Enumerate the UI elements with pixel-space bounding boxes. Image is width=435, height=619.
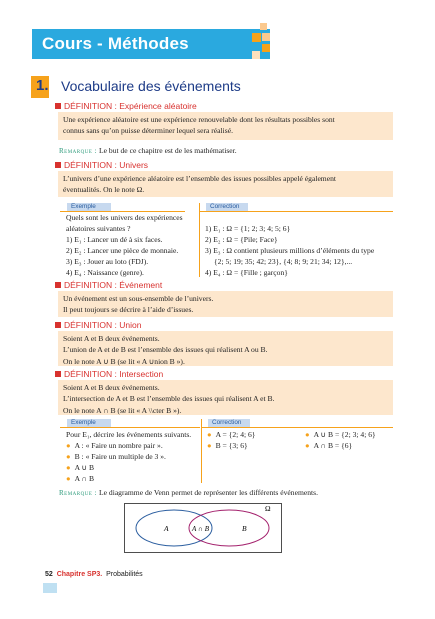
definition-box-evenement — [58, 291, 393, 317]
definition-heading-evenement: DÉFINITION : Événement — [55, 280, 162, 290]
example-item: 2) E₂ : Lancer une pièce de monnaie. — [66, 246, 179, 255]
decor-square — [262, 33, 270, 41]
example-intro: aléatoires suivantes ? — [66, 224, 131, 233]
definition-text: Soient A et B deux événements. — [63, 383, 160, 392]
definition-text: L’intersection de A et B est l’ensemble des issues qui réalisent A et B. — [63, 394, 275, 404]
chapter-header — [32, 29, 270, 59]
decor-square — [252, 33, 261, 42]
example-item: ● A : « Faire un nombre pair ». — [66, 441, 163, 450]
definition-text: L’union de A et de B est l’ensemble des issues qui réalisent A ou B. — [63, 345, 268, 355]
column-divider — [199, 203, 200, 277]
example-item: ● A ∪ B — [66, 463, 95, 472]
example-item: ● A ∩ B — [66, 474, 95, 483]
example-item: ● B : « Faire un multiple de 3 ». — [66, 452, 166, 461]
venn-diagram — [124, 503, 282, 553]
correction-rule — [201, 427, 393, 428]
example-intro: Pour E₁, décrire les événements suivants. — [66, 430, 192, 439]
definition-heading-experience: DÉFINITION : Expérience aléatoire — [55, 101, 197, 111]
definition-heading-union: DÉFINITION : Union — [55, 320, 141, 330]
example-label: Exemple — [67, 419, 111, 427]
chapter-name: Probabilités — [106, 571, 143, 578]
remark-text: Le diagramme de Venn permet de représenter les différents événements. — [99, 488, 319, 497]
venn-a-label: A — [164, 524, 169, 533]
section-title: Vocabulaire des événements — [61, 78, 241, 94]
definition-text: éventualités. On le note Ω. — [63, 185, 145, 195]
decor-square — [262, 44, 270, 52]
definition-text: Une expérience aléatoire est une expérience renouvelable dont les résultats possibles sont — [63, 115, 335, 124]
correction-item: ● A = {2; 4; 6} — [207, 430, 256, 439]
correction-item: 1) E₁ : Ω = {1; 2; 3; 4; 5; 6} — [205, 224, 291, 233]
definition-text: connus sans qu’on puisse déterminer lequel sera réalisé. — [63, 126, 233, 136]
definition-box-intersection — [58, 380, 393, 415]
correction-label: Correction — [208, 419, 250, 427]
definition-text: On le note A ∪ B (se lit « A ∪nion B »). — [63, 356, 185, 366]
example-item: 4) E₄ : Naissance (genre). — [66, 268, 144, 277]
decor-square — [260, 23, 267, 30]
definition-text: Soient A et B deux événements. — [63, 334, 160, 343]
remark-text: Le but de ce chapitre est de les mathématiser. — [99, 146, 237, 155]
correction-item: {2; 5; 19; 35; 42; 23}, {4; 8; 9; 21; 34; 12},... — [214, 257, 353, 266]
correction-item: 4) E₄ : Ω = {Fille ; garçon} — [205, 268, 288, 277]
example-label: Exemple — [67, 203, 111, 211]
venn-omega-label: Ω — [265, 504, 271, 513]
definition-text: On le note A ∩ B (se lit « A \\cter B »). — [63, 405, 182, 415]
correction-label: Correction — [206, 203, 248, 211]
definition-box-univers — [58, 171, 393, 197]
definition-text: Il peut toujours se décrire à l’aide d’issues. — [63, 305, 194, 315]
remark-2 — [59, 488, 318, 497]
section-number: 1. — [36, 77, 49, 94]
venn-b-label: B — [242, 524, 247, 533]
decor-square — [252, 51, 260, 59]
correction-item: 2) E₂ : Ω = {Pile; Face} — [205, 235, 278, 244]
example-rule — [60, 427, 200, 428]
remark-1 — [59, 146, 237, 155]
example-item: 3) E₃ : Jouer au loto (FDJ). — [66, 257, 149, 266]
remark-tag: Remarque : — [59, 147, 98, 155]
definition-text: Un événement est un sous-ensemble de l’univers. — [63, 294, 214, 303]
page-number: 52 — [45, 571, 53, 578]
example-item: 1) E₁ : Lancer un dé à six faces. — [66, 235, 163, 244]
correction-item: 3) E₃ : Ω contient plusieurs millions d’éléments du type — [205, 246, 375, 255]
definition-box-union — [58, 331, 393, 366]
chapter-label: Chapitre SP3. — [56, 571, 103, 578]
venn-ab-label: A ∩ B — [192, 525, 209, 533]
definition-text: L’univers d’une expérience aléatoire est l’ensemble des issues possibles appelé également — [63, 174, 336, 183]
example-intro: Quels sont les univers des expériences — [66, 213, 183, 222]
definition-heading-intersection: DÉFINITION : Intersection — [55, 369, 163, 379]
footer-decor — [43, 583, 57, 593]
correction-item: ● A ∪ B = {2; 3; 4; 6} — [305, 430, 376, 439]
page-footer — [45, 571, 143, 578]
column-divider — [201, 419, 202, 483]
definition-heading-univers: DÉFINITION : Univers — [55, 160, 148, 170]
chapter-title: Cours - Méthodes — [42, 34, 189, 53]
definition-box-experience — [58, 112, 393, 140]
correction-item: ● A ∩ B = {6} — [305, 441, 353, 450]
correction-item: ● B = {3; 6} — [207, 441, 248, 450]
remark-tag: Remarque : — [59, 489, 98, 497]
correction-rule — [199, 211, 393, 212]
